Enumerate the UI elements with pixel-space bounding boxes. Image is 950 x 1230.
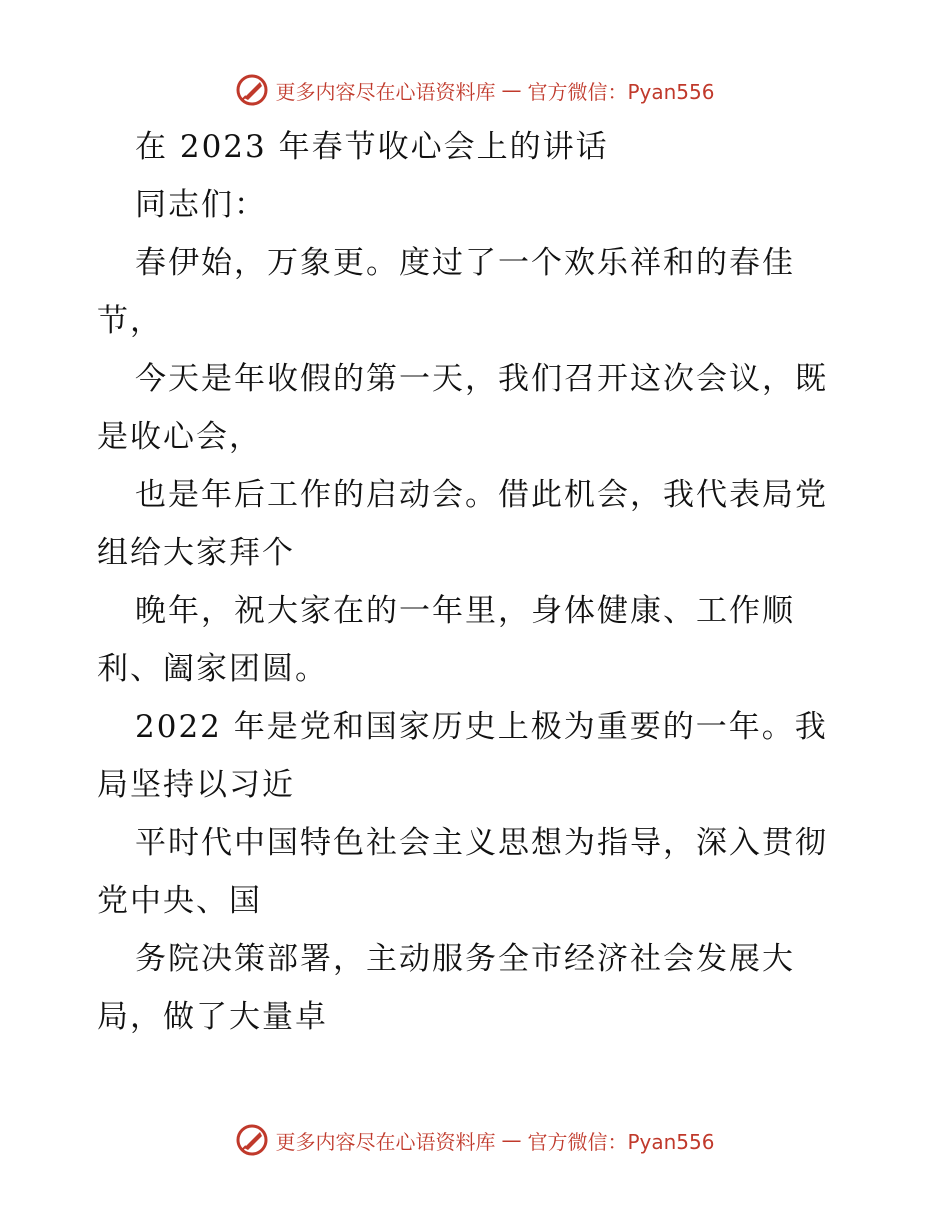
text-line: 也是年后工作的启动会。借此机会，我代表局党 (135, 477, 828, 513)
text-line: 平时代中国特色社会主义思想为指导，深入贯彻 (135, 825, 828, 861)
wechat-text: 官方微信：Pyan556 (527, 79, 715, 104)
banner-separator: — (501, 78, 522, 102)
library-text: 更多内容尽在心语资料库 (275, 79, 496, 104)
text-line: 组给大家拜个 (97, 535, 295, 571)
quill-pen-icon (235, 73, 269, 107)
text-line: 利、阖家团圆。 (97, 651, 328, 687)
text-line: 今天是年收假的第一天，我们召开这次会议，既 (135, 361, 828, 397)
text-line: 晚年，祝大家在的一年里，身体健康、工作顺 (135, 593, 795, 629)
header-banner (0, 70, 950, 110)
text-line: 是收心会， (97, 419, 262, 455)
banner-separator: — (501, 1128, 522, 1152)
text-line: 局，做了大量卓 (97, 999, 328, 1035)
footer-banner (0, 1120, 950, 1160)
quill-pen-icon (235, 1123, 269, 1157)
text-line: 务院决策部署，主动服务全市经济社会发展大 (135, 941, 795, 977)
document-body (97, 118, 857, 1046)
text-line: 2022 年是党和国家历史上极为重要的一年。我 (135, 709, 828, 745)
text-line: 局坚持以习近 (97, 767, 295, 803)
document-title: 在 2023 年春节收心会上的讲话 (135, 129, 609, 165)
wechat-text: 官方微信：Pyan556 (527, 1129, 715, 1154)
salutation: 同志们： (135, 187, 267, 223)
library-text: 更多内容尽在心语资料库 (275, 1129, 496, 1154)
text-line: 春伊始，万象更。度过了一个欢乐祥和的春佳 (135, 245, 795, 281)
text-line: 党中央、国 (97, 883, 262, 919)
text-line: 节， (97, 303, 163, 339)
